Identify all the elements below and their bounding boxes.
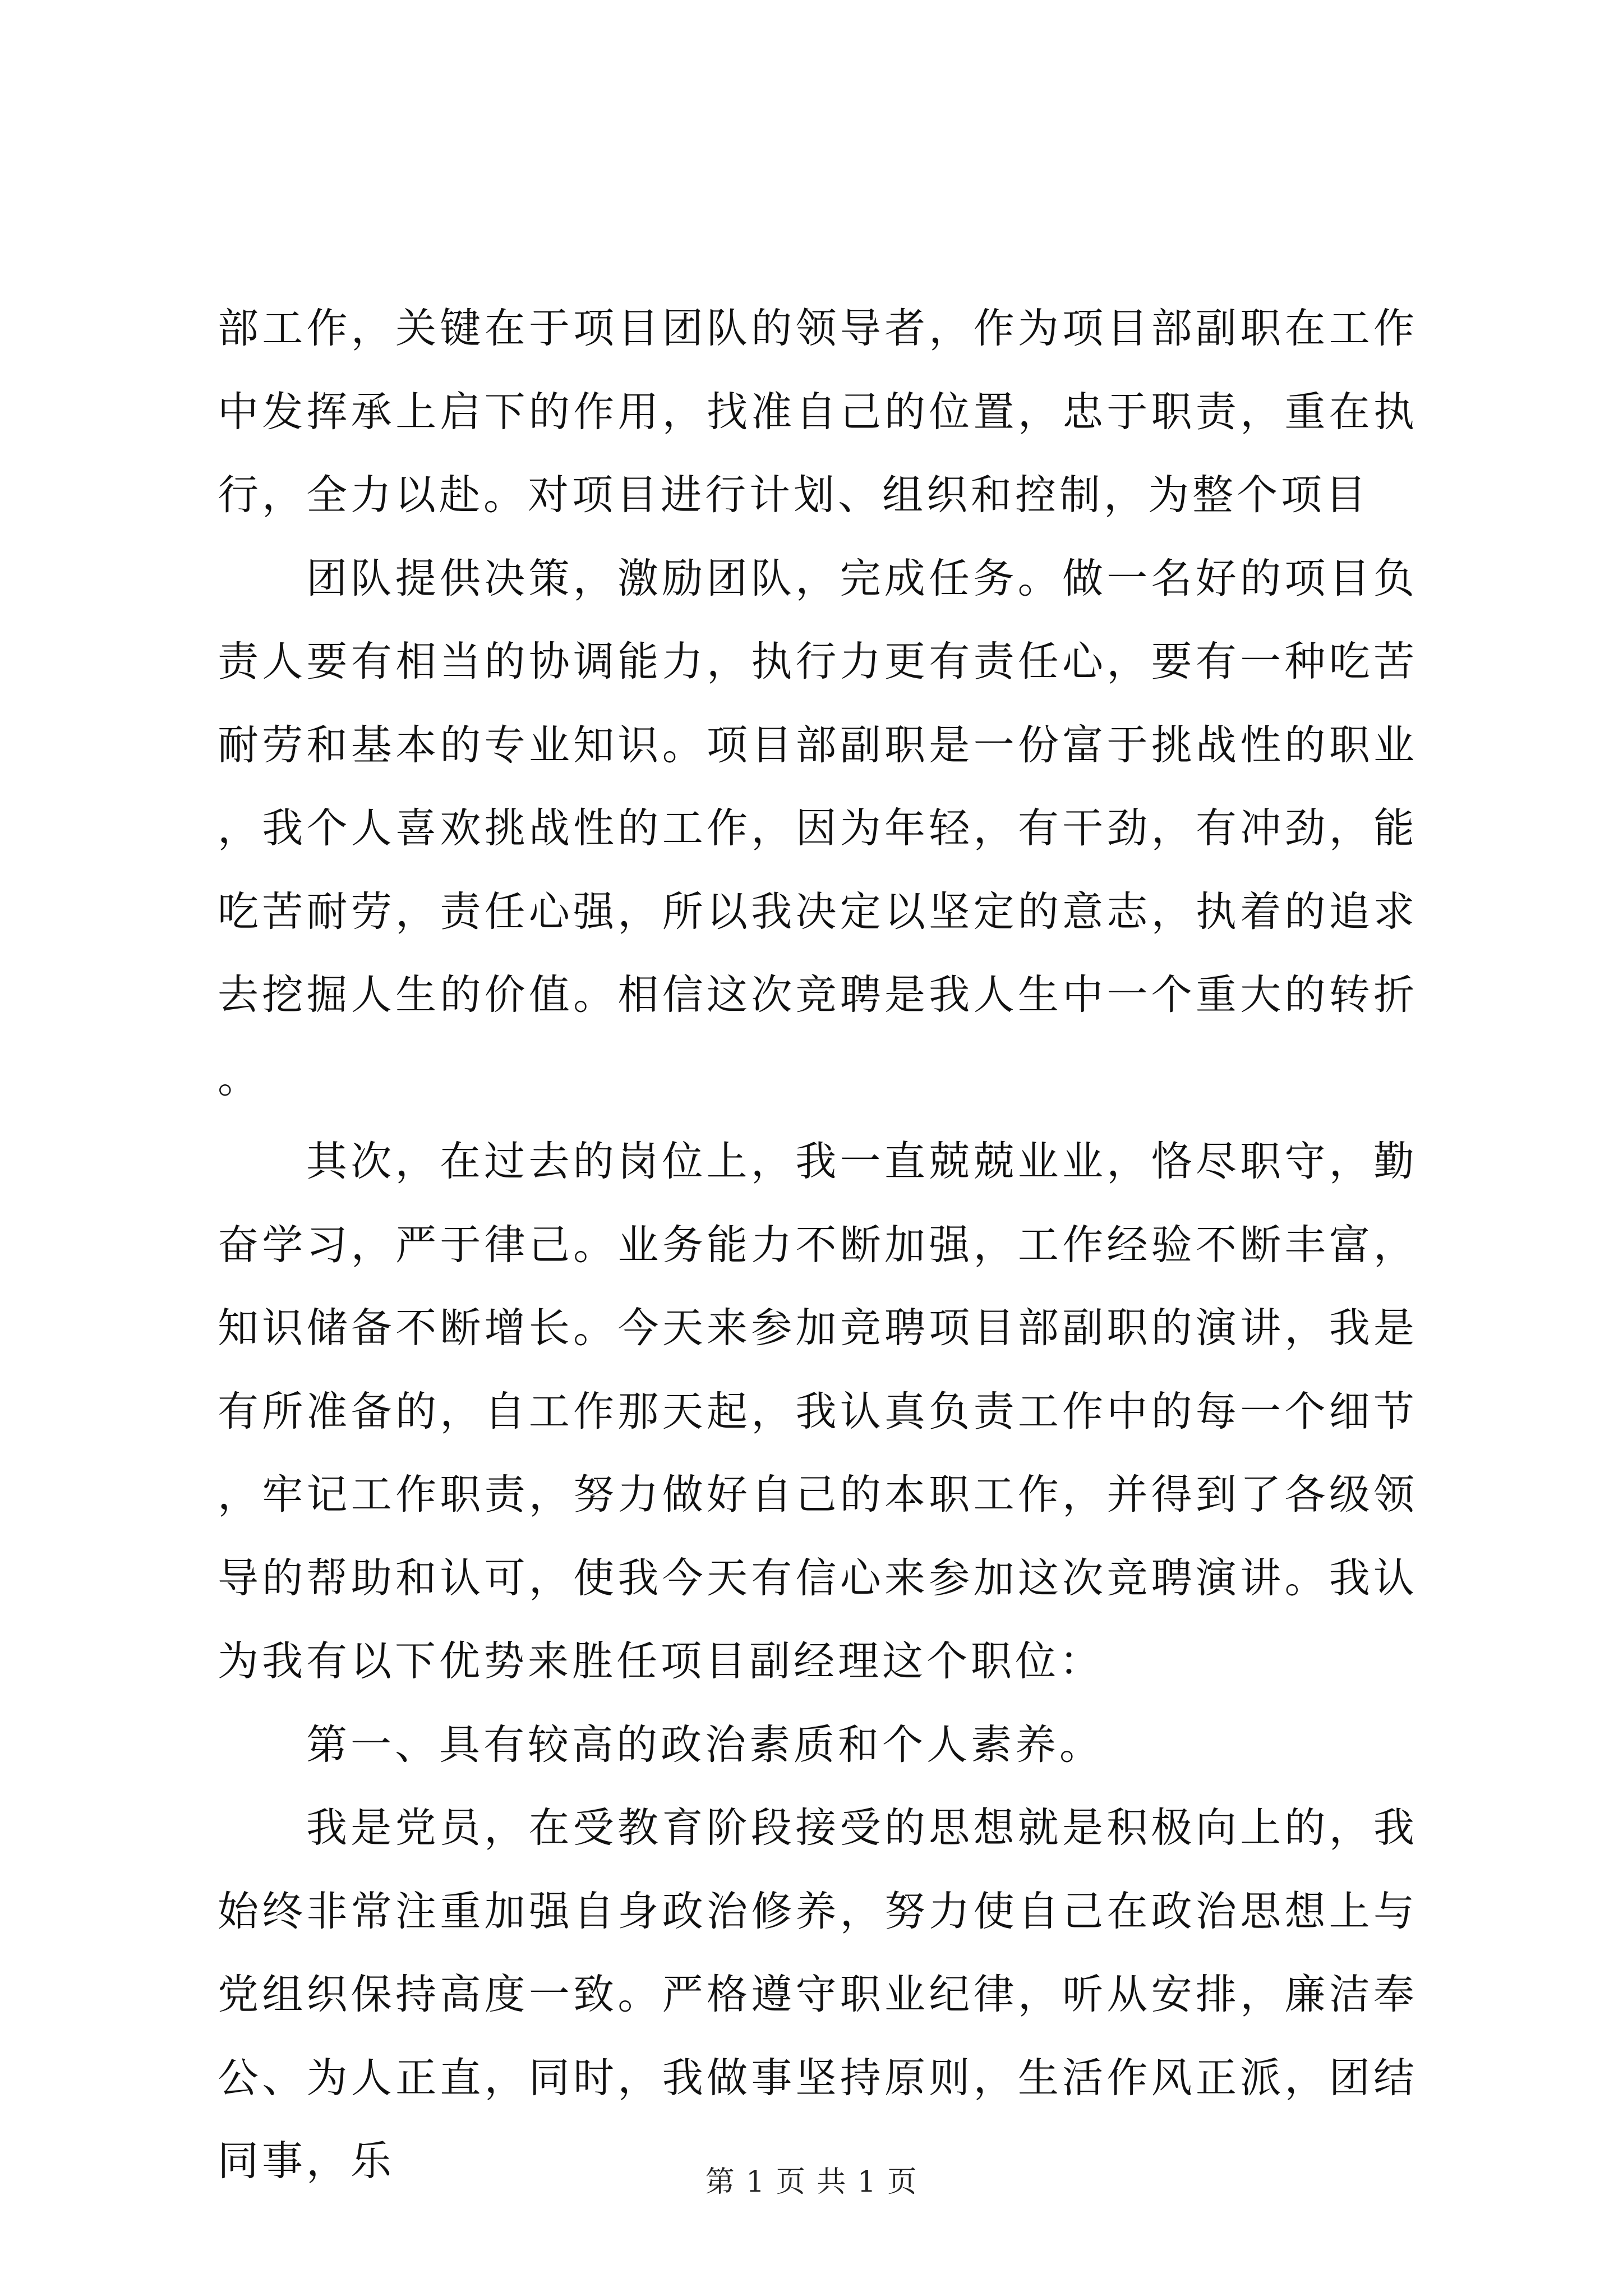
paragraph-party-member: 我是党员，在受教育阶段接受的思想就是积极向上的，我始终非常注重加强自身政治修养，努力使自己在政治思想上与党组织保持高度一致。严格遵守职业纪律，听从安排，廉洁奉公、为人正直，同时，我做事坚持原则，生活作风正派，团结同事，乐 (218, 1804, 1418, 2185)
page-number-footer: 第 1 页 共 1 页 (705, 2165, 918, 2199)
paragraph-continuation: 部工作，关键在于项目团队的领导者，作为项目部副职在工作中发挥承上启下的作用，找准自己的位置，忠于职责，重在执行，全力以赴。对项目进行计划、组织和控制，为整个项目 (218, 305, 1418, 519)
paragraph-past-position: 其次，在过去的岗位上，我一直兢兢业业，恪尽职守，勤奋学习，严于律己。业务能力不断加强，工作经验不断丰富，知识储备不断增长。今天来参加竞聘项目部副职的演讲，我是有所准备的，自工作那天起，我认真负责工作中的每一个细节，牢记工作职责，努力做好自己的本职工作，并得到了各级领导的帮助和认可，使我今天有信心来参加这次竞聘演讲。我认为我有以下优势来胜任项目副经理这个职位： (218, 1138, 1418, 1685)
paragraph-first-advantage: 第一、具有较高的政治素质和个人素养。 (306, 1720, 1104, 1769)
paragraph-team-decision: 团队提供决策，激励团队，完成任务。做一名好的项目负责人要有相当的协调能力，执行力更有责任心，要有一种吃苦耐劳和基本的专业知识。项目部副职是一份富于挑战性的职业，我个人喜欢挑战性的工作，因为年轻，有干劲，有冲劲，能吃苦耐劳，责任心强，所以我决定以坚定的意志，执着的追求去挖掘人生的价值。相信这次竞聘是我人生中一个重大的转折。 (218, 554, 1418, 1102)
document-body (218, 287, 1418, 2203)
